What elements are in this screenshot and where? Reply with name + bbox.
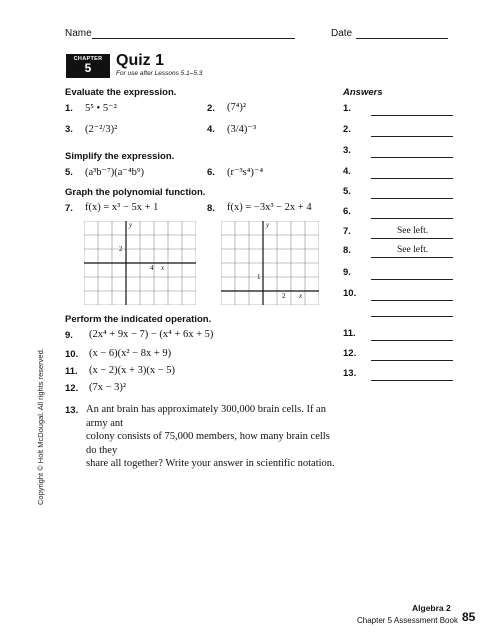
answer-row-11[interactable]: [343, 328, 453, 344]
section-evaluate: Evaluate the expression.: [65, 87, 177, 98]
problem-4-number: 4.: [207, 124, 215, 135]
chapter-badge: [66, 54, 110, 78]
problem-10-number: 10.: [65, 349, 79, 360]
answer-number: 13.: [343, 368, 357, 379]
quiz-title: Quiz 1: [116, 52, 165, 69]
graph-8-y-axis-label: y: [266, 221, 270, 229]
problem-9-number: 9.: [65, 330, 73, 341]
answer-blank[interactable]: [371, 136, 453, 137]
answer-row-1[interactable]: [343, 103, 453, 119]
chapter-label: CHAPTER: [73, 56, 103, 62]
answer-row-8[interactable]: [343, 245, 453, 261]
date-blank[interactable]: [356, 38, 448, 39]
answer-blank[interactable]: [371, 238, 453, 239]
answer-blank[interactable]: [371, 257, 453, 258]
answer-blank[interactable]: [371, 157, 453, 158]
answer-row-12[interactable]: [343, 348, 453, 364]
problem-4-expression: (3/4)⁻³: [227, 124, 257, 135]
problem-7-function: f(x) = x³ − 5x + 1: [85, 202, 159, 213]
answer-row-9[interactable]: [343, 267, 453, 283]
answer-number: 3.: [343, 145, 351, 156]
problem-13-number: 13.: [65, 405, 79, 416]
answer-number: 5.: [343, 186, 351, 197]
answer-blank[interactable]: [371, 218, 453, 219]
footer-book-subtitle: Chapter 5 Assessment Book: [357, 616, 458, 625]
answer-blank[interactable]: [371, 279, 453, 280]
answers-title: Answers: [343, 87, 383, 98]
problem-13-line: share all together? Write your answer in scientific notation.: [86, 458, 335, 469]
answer-blank[interactable]: [371, 178, 453, 179]
problem-8-number: 8.: [207, 203, 215, 214]
problem-12-number: 12.: [65, 383, 79, 394]
answer-row-2[interactable]: [343, 124, 453, 140]
answer-number: 11.: [343, 328, 356, 339]
answer-text: See left.: [397, 245, 429, 255]
problem-1-number: 1.: [65, 103, 73, 114]
copyright-notice: Copyright © Holt McDougal. All rights reserved.: [36, 348, 45, 505]
graph-7-x-axis-label: x: [161, 264, 165, 272]
problem-6-number: 6.: [207, 167, 215, 178]
answer-row-7[interactable]: [343, 226, 453, 242]
problem-6-expression: (r⁻³s⁴)⁻⁴: [227, 167, 264, 178]
answer-blank[interactable]: [371, 360, 453, 361]
answer-number: 1.: [343, 103, 351, 114]
problem-9-expression: (2x⁴ + 9x − 7) − (x⁴ + 6x + 5): [89, 329, 214, 340]
name-blank[interactable]: [92, 38, 295, 39]
answer-blank[interactable]: [371, 300, 453, 301]
problem-8-function: f(x) = −3x³ − 2x + 4: [227, 202, 312, 213]
answer-blank[interactable]: [371, 115, 453, 116]
answer-row-6[interactable]: [343, 206, 453, 222]
answer-row-10[interactable]: [343, 288, 453, 304]
answer-row-4[interactable]: [343, 166, 453, 182]
answer-blank[interactable]: [371, 198, 453, 199]
section-perform: Perform the indicated operation.: [65, 314, 212, 325]
problem-11-expression: (x − 2)(x + 3)(x − 5): [89, 365, 175, 376]
date-label: Date: [331, 28, 353, 39]
answer-row-3[interactable]: [343, 145, 453, 161]
section-graph: Graph the polynomial function.: [65, 187, 206, 198]
problem-3-expression: (2⁻²/3)²: [85, 124, 118, 135]
answer-number: 9.: [343, 267, 351, 278]
answer-number: 8.: [343, 245, 351, 256]
answer-number: 2.: [343, 124, 351, 135]
graph-7-y-axis-label: y: [129, 221, 133, 229]
problem-10-expression: (x − 6)(x² − 8x + 9): [89, 348, 172, 359]
problem-2-number: 2.: [207, 103, 215, 114]
answer-number: 4.: [343, 166, 351, 177]
answer-10-extra-blank[interactable]: [371, 316, 453, 317]
graph-8-y-tick: 1: [257, 273, 261, 281]
problem-13-text: [86, 403, 336, 471]
answer-number: 10.: [343, 288, 357, 299]
answer-row-5[interactable]: [343, 186, 453, 202]
problem-2-expression: (7⁴)²: [227, 102, 247, 113]
footer-page-number: 85: [462, 610, 476, 624]
name-label: Name: [65, 28, 92, 39]
graph-8-grid[interactable]: [221, 221, 319, 305]
graph-7-y-tick: 2: [119, 245, 123, 253]
problem-12-expression: (7x − 3)²: [89, 382, 127, 393]
problem-13-line: colony consists of 75,000 members, how many brain cells do they: [86, 431, 330, 456]
problem-7-number: 7.: [65, 203, 73, 214]
problem-11-number: 11.: [65, 366, 78, 377]
problem-5-number: 5.: [65, 167, 73, 178]
problem-1-expression: 5⁵ • 5⁻²: [85, 103, 117, 114]
answer-number: 12.: [343, 348, 357, 359]
chapter-number: 5: [84, 61, 92, 75]
answer-blank[interactable]: [371, 340, 453, 341]
problem-5-expression: (a³b⁻⁷)(a⁻⁴b⁹): [85, 167, 145, 178]
answer-blank[interactable]: [371, 380, 453, 381]
problem-13-line: An ant brain has approximately 300,000 brain cells. If an army ant: [86, 404, 326, 429]
answer-row-13[interactable]: [343, 368, 453, 384]
answer-number: 7.: [343, 226, 351, 237]
quiz-subtitle: For use after Lessons 5.1–5.3: [116, 70, 203, 77]
graph-8-x-axis-label: x: [299, 292, 303, 300]
graph-8-x-tick: 2: [282, 292, 286, 300]
answer-text: See left.: [397, 226, 429, 236]
graph-7-grid[interactable]: [84, 221, 196, 305]
problem-3-number: 3.: [65, 124, 73, 135]
graph-7-x-tick: 4: [150, 264, 154, 272]
section-simplify: Simplify the expression.: [65, 151, 175, 162]
footer-book-title: Algebra 2: [412, 603, 451, 613]
answer-number: 6.: [343, 206, 351, 217]
